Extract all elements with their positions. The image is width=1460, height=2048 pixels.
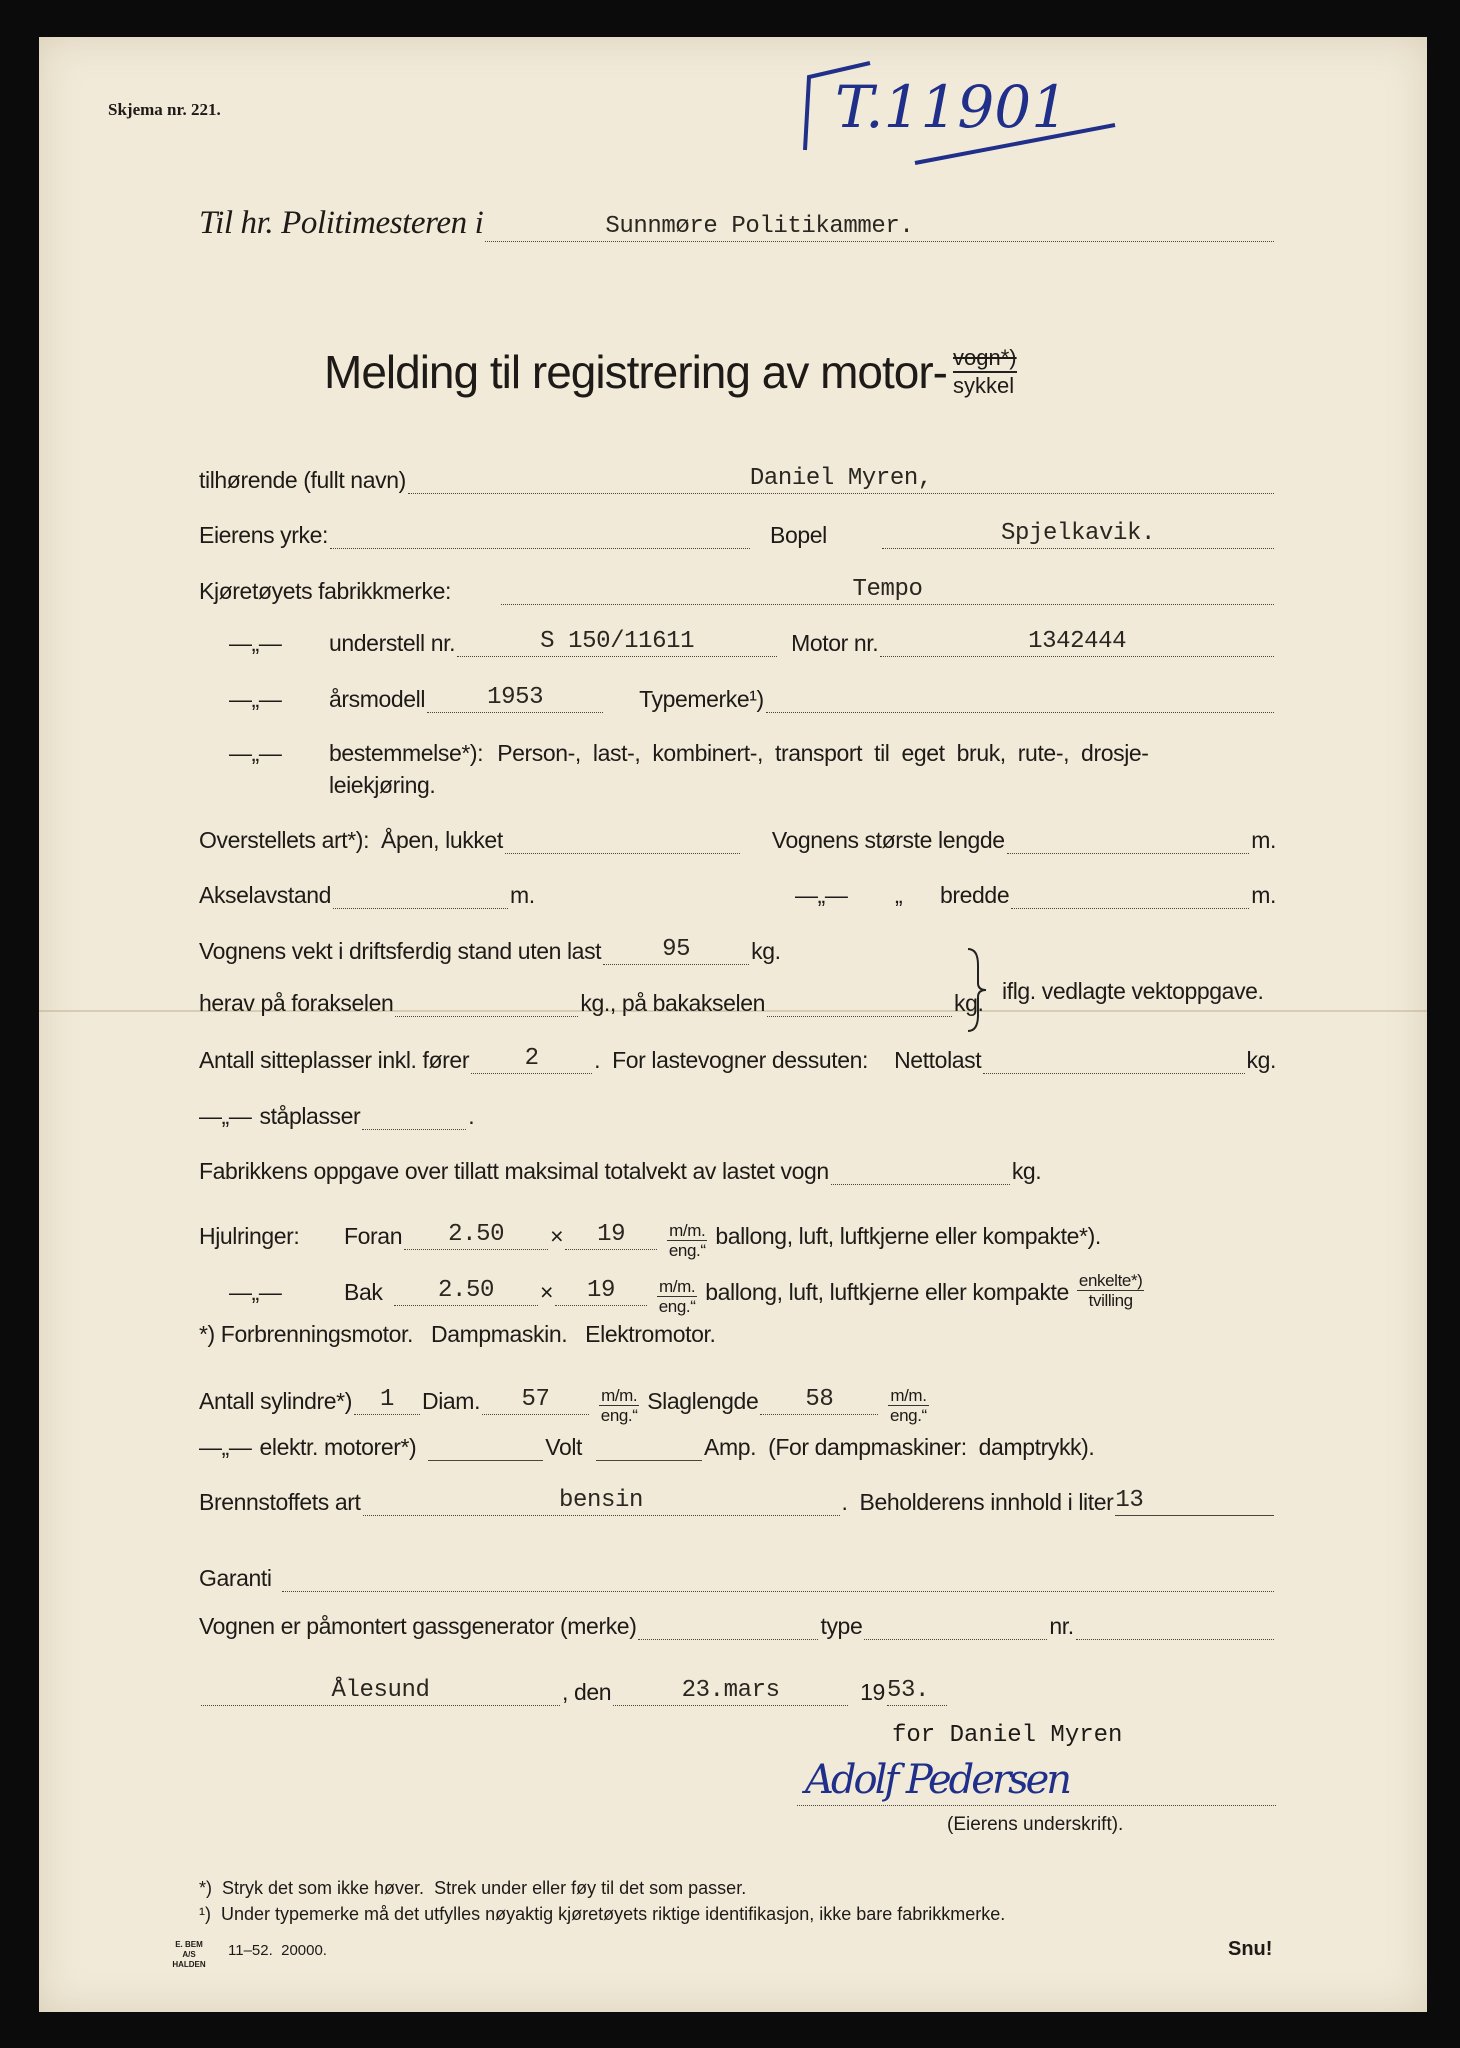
place-field[interactable]: Ålesund	[201, 1677, 560, 1706]
netload-label: Nettolast	[894, 1047, 982, 1073]
cylinders-label: Antall sylindre*)	[199, 1388, 352, 1414]
on-behalf-text: for Daniel Myren	[892, 1722, 1123, 1749]
ditto-mark: —„—	[229, 686, 282, 712]
engine-types: *) Forbrenningsmotor. Dampmaskin. Elektromotor.	[199, 1321, 716, 1347]
times-sign: ×	[550, 1223, 564, 1249]
weight-row	[199, 936, 1276, 965]
width-label: bredde	[940, 882, 1010, 908]
occupation-label: Eierens yrke:	[199, 522, 329, 548]
unit-m: m.	[1251, 882, 1276, 908]
turn-over-note: Snu!	[1228, 1938, 1273, 1960]
occupation-field[interactable]	[330, 520, 750, 549]
printer-imprint: E. BEM A/S HALDEN	[172, 1940, 206, 1969]
seats-label: Antall sitteplasser inkl. fører	[199, 1047, 470, 1073]
netload-field[interactable]	[983, 1045, 1244, 1074]
fuel-row	[199, 1487, 1276, 1516]
seats-field[interactable]: 2	[471, 1045, 592, 1074]
addressee-label: Til hr. Politimesteren i	[199, 205, 484, 241]
cylinders-field[interactable]: 1	[354, 1386, 420, 1415]
guarantee-label: Garanti	[199, 1565, 272, 1591]
body-label: Overstellets art*): Åpen, lukket	[199, 827, 503, 853]
title-lower: sykkel	[953, 373, 1015, 398]
standing-label: ståplasser	[259, 1103, 361, 1129]
purpose-label: bestemmelse*):	[329, 740, 484, 766]
year-field[interactable]: 1953	[427, 684, 603, 713]
ditto-mark: —„—	[229, 1279, 282, 1305]
motor-label: Motor nr.	[791, 630, 879, 656]
volt-label: Volt	[545, 1434, 583, 1460]
purpose-options-cont: leiekjøring.	[329, 772, 436, 798]
purpose-row-2	[329, 772, 1406, 799]
electric-label: elektr. motorer*)	[259, 1434, 417, 1460]
ditto-mark: —„—	[229, 630, 282, 656]
make-field[interactable]: Tempo	[501, 576, 1274, 605]
truck-label: . For lastevogner dessuten:	[594, 1047, 868, 1073]
rear-tire-diameter[interactable]: 19	[555, 1277, 647, 1306]
rear-axle-field[interactable]	[767, 988, 952, 1017]
handwritten-ref-text: T.11901	[835, 73, 1069, 141]
type-label: Typemerke¹)	[639, 686, 764, 712]
max-weight-row	[199, 1156, 1276, 1185]
purpose-options: Person-, last-, kombinert-, transport til eget bruk, rute-, drosje-	[497, 740, 1149, 766]
date-field[interactable]: 23.mars	[613, 1677, 848, 1706]
unit-kg: kg.	[751, 938, 781, 964]
purpose-row	[199, 740, 1276, 767]
gas-generator-make-field[interactable]	[638, 1611, 818, 1640]
unit-m: m.	[1251, 827, 1276, 853]
stroke-label: Slaglengde	[647, 1388, 759, 1414]
seats-row	[199, 1045, 1276, 1074]
wheelbase-label: Akselavstand	[199, 882, 331, 908]
fuel-field[interactable]: bensin	[363, 1487, 840, 1516]
brace	[962, 945, 992, 1035]
rear-tire-width[interactable]: 2.50	[394, 1277, 538, 1306]
tire-types: ballong, luft, luftkjerne eller kompakte*).	[715, 1223, 1101, 1249]
title-main: Melding til registrering av motor-	[324, 346, 948, 398]
ditto-mark: —„—	[199, 1103, 252, 1129]
max-weight-field[interactable]	[831, 1156, 1010, 1185]
unit-kg: kg.	[1011, 1158, 1042, 1184]
owner-field[interactable]: Daniel Myren,	[408, 465, 1274, 494]
unit-kg: kg.	[1246, 1047, 1276, 1073]
year-suffix-field[interactable]: 53.	[887, 1677, 947, 1706]
addressee-field[interactable]: Sunnmøre Politikammer.	[485, 213, 1274, 242]
wheelbase-row	[199, 880, 1276, 909]
guarantee-field[interactable]	[282, 1563, 1274, 1592]
motor-field[interactable]: 1342444	[880, 628, 1274, 657]
fuel-label: Brennstoffets art	[199, 1489, 361, 1515]
gas-nr-label: nr.	[1049, 1613, 1074, 1639]
bore-label: Diam.	[422, 1388, 481, 1414]
amp-label: Amp. (For dampmaskiner: damptrykk).	[704, 1434, 1095, 1460]
occupation-row	[199, 520, 1276, 549]
unit-kg: kg.	[954, 990, 984, 1016]
front-tires-row	[199, 1211, 1276, 1260]
weight-label: Vognens vekt i driftsferdig stand uten last	[199, 938, 602, 964]
gas-nr-field[interactable]	[1076, 1611, 1274, 1640]
single-twin-fraction: $\frac{\text{enkelte*)}}{\text{tvilling}}$	[1078, 1271, 1143, 1310]
tire-types: ballong, luft, luftkjerne eller kompakte	[705, 1279, 1069, 1305]
chassis-label: understell nr.	[329, 630, 456, 656]
weight-field[interactable]: 95	[603, 936, 749, 965]
amp-field[interactable]	[596, 1432, 702, 1461]
volt-field[interactable]	[428, 1432, 543, 1461]
standing-row	[199, 1101, 1276, 1130]
unit-fraction: $\frac{m/m.}{\text{eng.“}}$	[668, 1221, 706, 1260]
chassis-field[interactable]: S 150/11611	[457, 628, 777, 657]
ditto-quote: „	[895, 882, 903, 908]
ditto-mark: —„—	[795, 882, 848, 908]
tank-field[interactable]: 13	[1115, 1487, 1274, 1516]
wheelbase-field[interactable]	[333, 880, 508, 909]
addressee-row	[199, 205, 1276, 242]
unit-m: m.	[510, 882, 535, 908]
front-axle-label: herav på forakselen	[199, 990, 394, 1016]
title-upper: vogn*)	[953, 345, 1017, 373]
unit-fraction: $\frac{m/m.}{\text{eng.“}}$	[890, 1386, 927, 1425]
make-label: Kjøretøyets fabrikkmerke:	[199, 578, 451, 604]
bore-field[interactable]: 57	[482, 1386, 589, 1415]
max-weight-label: Fabrikkens oppgave over tillatt maksimal totalvekt av lastet vogn	[199, 1158, 829, 1184]
front-tire-diameter[interactable]: 19	[565, 1221, 657, 1250]
front-axle-field[interactable]	[395, 988, 578, 1017]
form-title	[324, 345, 1017, 399]
form-number: Skjema nr. 221.	[108, 100, 221, 119]
handwritten-reference	[795, 55, 1135, 170]
gas-generator-label: Vognen er påmontert gassgenerator (merke)	[199, 1613, 637, 1639]
stroke-field[interactable]: 58	[760, 1386, 878, 1415]
owner-label: tilhørende (fullt navn)	[199, 467, 406, 493]
engine-types-row	[199, 1321, 1276, 1348]
chassis-row	[199, 628, 1276, 657]
unit-fraction: $\frac{m/m.}{\text{eng.“}}$	[600, 1386, 638, 1425]
unit-fraction: $\frac{m/m.}{\text{eng.“}}$	[658, 1277, 696, 1316]
year-row	[199, 684, 1276, 713]
gas-generator-row	[199, 1611, 1276, 1640]
body-field[interactable]	[505, 825, 740, 854]
guarantee-row	[199, 1563, 1276, 1592]
residence-label: Bopel	[770, 522, 827, 548]
ditto-mark: —„—	[199, 1434, 252, 1460]
width-field[interactable]	[1011, 880, 1249, 909]
rear-tires-row	[199, 1267, 1276, 1316]
form-paper	[39, 37, 1427, 2012]
year-label: årsmodell	[329, 686, 426, 712]
rear-label: Bak	[344, 1279, 383, 1305]
electric-row	[199, 1432, 1276, 1461]
print-code: 11–52. 20000.	[228, 1942, 327, 1959]
gas-type-label: type	[820, 1613, 863, 1639]
owner-row	[199, 465, 1276, 494]
weight-note: iflg. vedlagte vektoppgave.	[1002, 978, 1264, 1004]
place-date-row	[199, 1677, 1276, 1706]
front-tire-width[interactable]: 2.50	[404, 1221, 548, 1250]
tank-label: . Beholderens innhold i liter	[841, 1489, 1114, 1515]
make-row	[199, 576, 1276, 605]
rear-axle-label: kg., på bakakselen	[580, 990, 766, 1016]
standing-field[interactable]	[362, 1101, 466, 1130]
times-sign: ×	[540, 1279, 554, 1305]
residence-field[interactable]: Spjelkavik.	[882, 520, 1274, 549]
signature-line[interactable]	[797, 1805, 1276, 1806]
owner-signature: Adolf Pedersen	[805, 1757, 1070, 1803]
body-row	[199, 825, 1276, 854]
footnote-2: ¹) Under typemerke må det utfylles nøyaktig kjøretøyets riktige identifikasjon, ikke bare fabrikkmerke.	[199, 1904, 1006, 1924]
signature-caption: (Eierens underskrift).	[947, 1814, 1124, 1835]
den-label: , den	[562, 1679, 612, 1705]
period: .	[468, 1103, 475, 1129]
year-prefix: 19	[860, 1679, 885, 1705]
type-field[interactable]	[766, 684, 1274, 713]
ditto-mark: —„—	[229, 740, 282, 766]
length-label: Vognens største lengde	[771, 827, 1005, 853]
length-field[interactable]	[1007, 825, 1250, 854]
cylinders-row	[199, 1376, 1276, 1425]
footnote-1: *) Stryk det som ikke høver. Strek under eller føy til det som passer.	[199, 1878, 747, 1898]
tires-label: Hjulringer:	[199, 1223, 300, 1249]
front-label: Foran	[344, 1223, 403, 1249]
gas-type-field[interactable]	[864, 1611, 1047, 1640]
